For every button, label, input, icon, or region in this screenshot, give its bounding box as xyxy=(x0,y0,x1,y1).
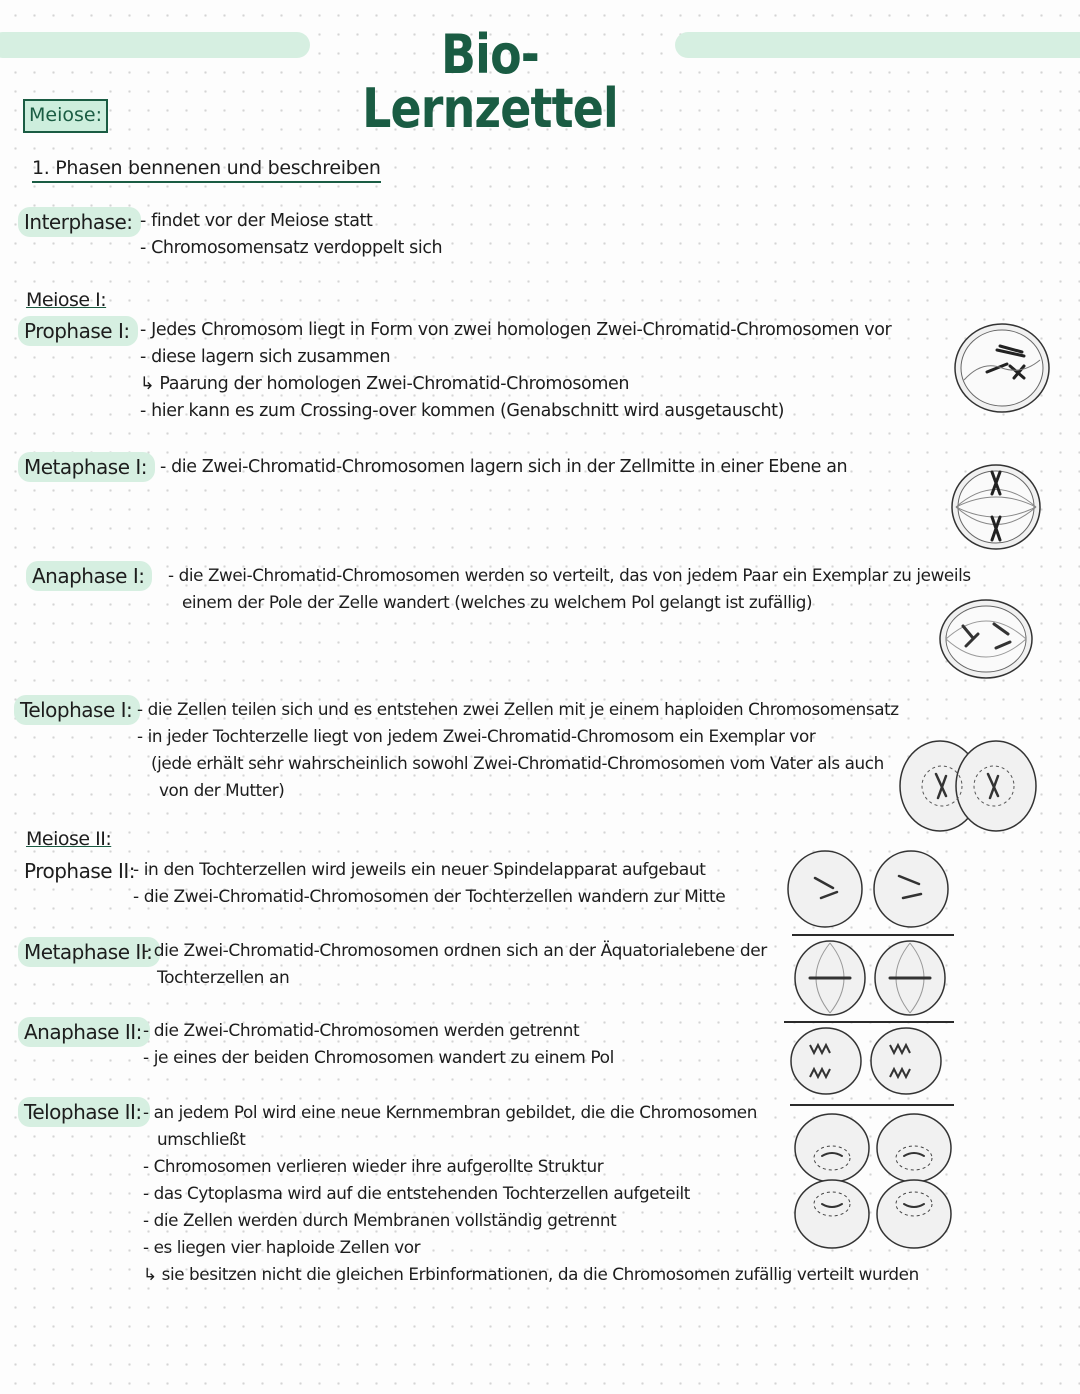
line: - die Zwei-Chromatid-Chromosomen werden getrennt xyxy=(143,1021,580,1041)
line: - Chromosomensatz verdoppelt sich xyxy=(140,238,443,258)
line: ↳ Paarung der homologen Zwei-Chromatid-Chromosomen xyxy=(140,374,630,394)
line: - in den Tochterzellen wird jeweils ein neuer Spindelapparat aufgebaut xyxy=(133,860,706,880)
label-prophase-2: Prophase II: xyxy=(24,859,135,883)
line: - das Cytoplasma wird auf die entstehenden Tochterzellen aufgeteilt xyxy=(143,1183,690,1203)
line: - es liegen vier haploide Zellen vor xyxy=(143,1237,421,1257)
text-prophase-1 xyxy=(140,317,891,425)
line: von der Mutter) xyxy=(159,780,285,800)
text-anaphase-2 xyxy=(143,1018,614,1072)
text-metaphase-2 xyxy=(143,938,767,992)
label-meiose-2: Meiose II: xyxy=(26,828,112,850)
line: umschließt xyxy=(157,1129,246,1149)
line: einem der Pole der Zelle wandert (welches zu welchem Pol gelangt ist zufällig) xyxy=(182,592,813,612)
line: - die Zellen werden durch Membranen vollständig getrennt xyxy=(143,1210,617,1230)
label-interphase: Interphase: xyxy=(18,207,141,237)
cell-metaphase-1-illustration xyxy=(950,462,1042,552)
line: - diese lagern sich zusammen xyxy=(140,347,391,367)
label-telophase-2: Telophase II: xyxy=(18,1097,150,1127)
label-prophase-1: Prophase I: xyxy=(18,316,138,346)
line: - die Zwei-Chromatid-Chromosomen lagern sich in der Zellmitte in einer Ebene an xyxy=(160,457,848,477)
label-anaphase-2: Anaphase II: xyxy=(18,1017,150,1047)
subheading: 1. Phasen bennenen und beschreiben xyxy=(32,157,381,183)
cell-telophase-2-illustration xyxy=(792,1112,954,1250)
line: - die Zwei-Chromatid-Chromosomen der Tochterzellen wandern zur Mitte xyxy=(133,887,726,907)
line: - findet vor der Meiose statt xyxy=(140,211,373,231)
text-metaphase-1 xyxy=(160,454,847,481)
cell-anaphase-2-illustration xyxy=(788,1025,948,1097)
line: - die Zwei-Chromatid-Chromosomen ordnen sich an der Äquatorialebene der xyxy=(143,941,767,961)
line: - an jedem Pol wird eine neue Kernmembran gebildet, die die Chromosomen xyxy=(143,1102,757,1122)
label-telophase-1: Telophase I: xyxy=(14,695,140,725)
line: - Jedes Chromosom liegt in Form von zwei homologen Zwei-Chromatid-Chromosomen vor xyxy=(140,320,892,340)
cell-prophase-1-illustration xyxy=(952,320,1052,416)
line: - in jeder Tochterzelle liegt von jedem Zwei-Chromatid-Chromosom ein Exemplar vor xyxy=(137,726,816,746)
cell-anaphase-1-illustration xyxy=(938,598,1034,680)
title-highlight-left xyxy=(0,32,310,58)
divider xyxy=(792,934,954,936)
line: - die Zellen teilen sich und es entstehen zwei Zellen mit je einem haploiden Chromosomensatz xyxy=(137,699,899,719)
line: ↳ sie besitzen nicht die gleichen Erbinformationen, da die Chromosomen zufällig verteilt wurden xyxy=(143,1264,919,1284)
label-metaphase-1: Metaphase I: xyxy=(18,452,155,482)
line: - je eines der beiden Chromosomen wandert zu einem Pol xyxy=(143,1048,614,1068)
label-anaphase-1: Anaphase I: xyxy=(26,561,152,591)
text-prophase-2 xyxy=(133,857,725,911)
text-anaphase-1 xyxy=(168,562,971,616)
line: - hier kann es zum Crossing-over kommen (Genabschnitt wird ausgetauscht) xyxy=(140,401,785,421)
line: (jede erhält sehr wahrscheinlich sowohl Zwei-Chromatid-Chromosomen vom Vater als auch xyxy=(151,753,884,773)
line: - Chromosomen verlieren wieder ihre aufgerollte Struktur xyxy=(143,1156,604,1176)
line: - die Zwei-Chromatid-Chromosomen werden so verteilt, das von jedem Paar ein Exemplar zu jeweils xyxy=(168,565,971,585)
label-metaphase-2: Metaphase II: xyxy=(18,937,160,967)
cell-prophase-2-illustration xyxy=(785,848,955,930)
title-highlight-right xyxy=(675,32,1080,58)
text-interphase xyxy=(140,208,442,262)
page-title: Bio-Lernzettel xyxy=(362,23,618,140)
line: Tochterzellen an xyxy=(157,968,290,988)
label-meiose-1: Meiose I: xyxy=(26,289,107,311)
cell-metaphase-2-illustration xyxy=(792,938,952,1018)
text-telophase-1 xyxy=(137,696,899,804)
section-label-meiose: Meiose: xyxy=(23,99,108,133)
divider xyxy=(784,1021,954,1023)
divider xyxy=(790,1104,954,1106)
cell-telophase-1-illustration xyxy=(898,738,1038,834)
